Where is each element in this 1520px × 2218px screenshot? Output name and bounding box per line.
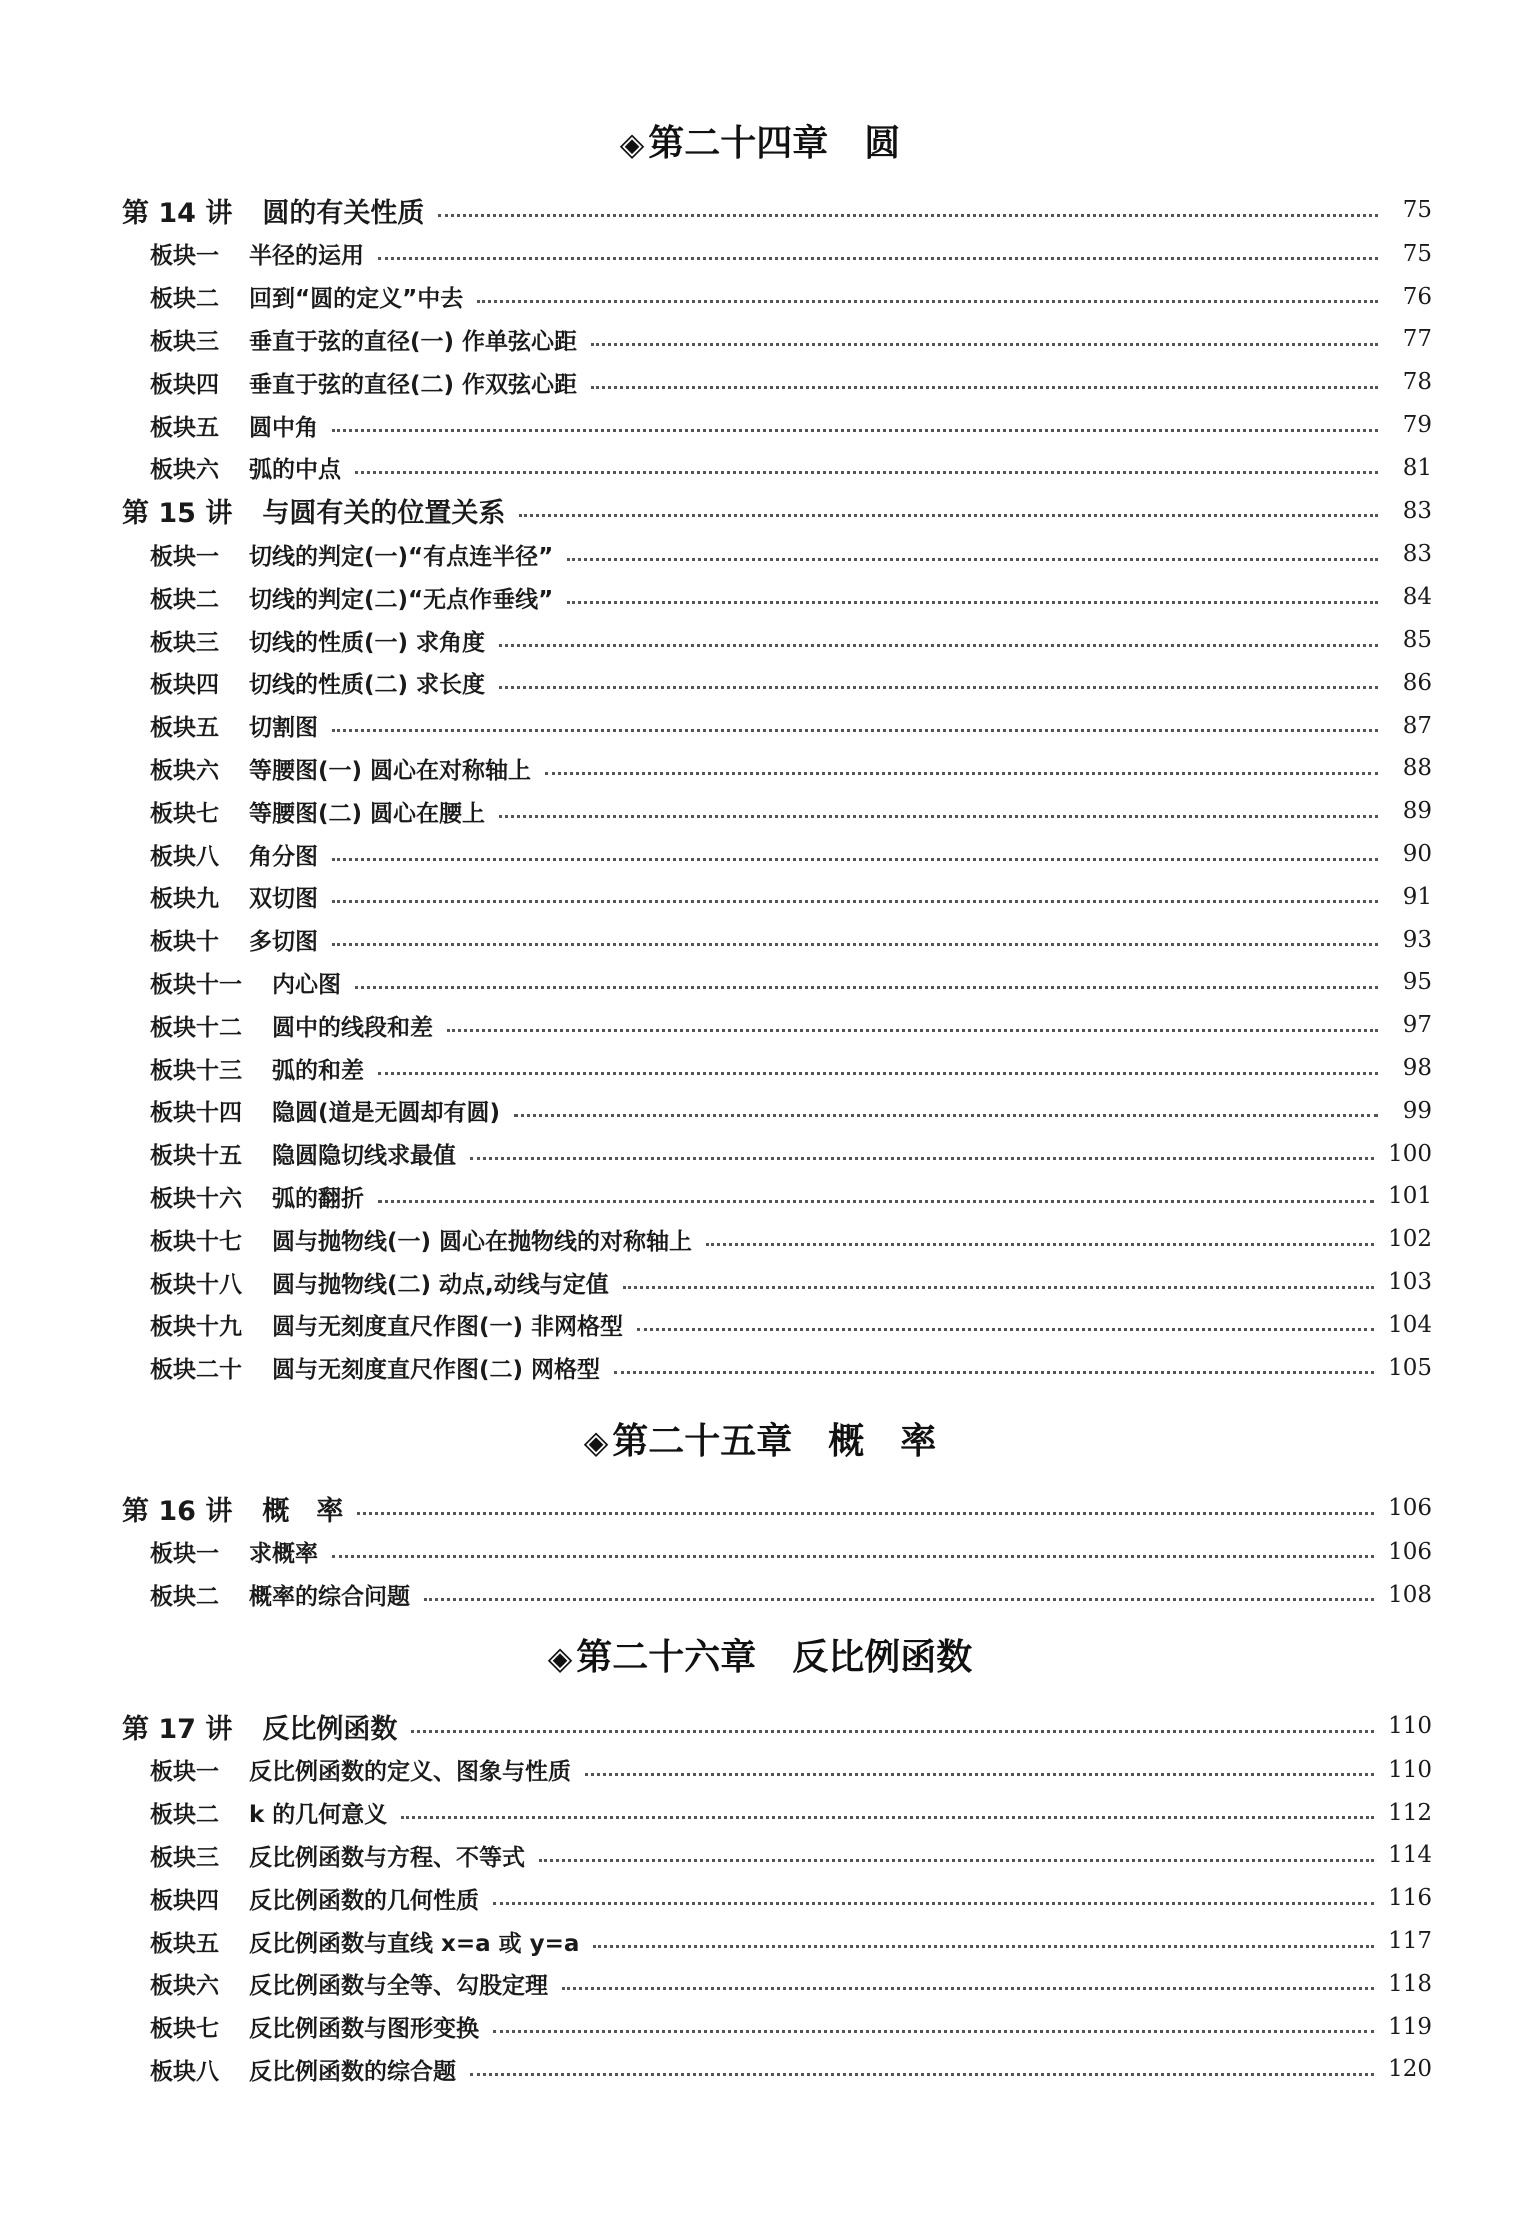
page-number: 89 [1402, 798, 1432, 825]
dot-leader [514, 1114, 1378, 1117]
page-number: 106 [1388, 1538, 1432, 1565]
toc-block-row [150, 321, 1432, 357]
dot-leader [447, 1029, 1378, 1032]
chapter-title: 第二十五章 概 率 [612, 1421, 937, 1462]
dot-leader [591, 386, 1378, 389]
page-number: 110 [1388, 1713, 1432, 1739]
dot-leader [378, 1072, 1378, 1075]
toc-lecture-row [122, 1708, 1432, 1744]
page-number: 118 [1388, 1970, 1432, 1997]
dot-leader [591, 343, 1378, 346]
block-label: 板块十三 [150, 1057, 242, 1084]
toc-lecture-row [122, 493, 1432, 529]
dot-leader [567, 601, 1378, 604]
block-label: 板块一 [150, 243, 219, 270]
diamond-ornament-icon: ◈ [619, 125, 645, 163]
lecture-label: 第 15 讲 [122, 498, 233, 530]
lecture-title: 反比例函数 [262, 1713, 398, 1745]
block-label: 板块二 [150, 1802, 219, 1829]
lecture-label: 第 16 讲 [122, 1495, 233, 1527]
page-number: 106 [1388, 1495, 1432, 1521]
block-label: 板块十五 [150, 1143, 242, 1170]
toc-block-row [150, 879, 1432, 915]
toc-block-row [150, 1136, 1432, 1172]
block-title: 概率的综合问题 [249, 1584, 410, 1611]
block-title: 圆中的线段和差 [272, 1014, 433, 1041]
toc-block-row [150, 1264, 1432, 1300]
toc-block-row [150, 1050, 1432, 1086]
block-title: 切割图 [249, 715, 318, 742]
toc-block-row [150, 708, 1432, 744]
dot-leader [614, 1371, 1374, 1374]
toc-block-row [150, 236, 1432, 272]
dot-leader [332, 429, 1378, 432]
block-title: 切线的判定(二)“无点作垂线” [249, 586, 554, 613]
page-number: 108 [1388, 1581, 1432, 1608]
page-number: 117 [1388, 1928, 1432, 1954]
toc-block-row [150, 364, 1432, 400]
block-title: 角分图 [249, 843, 318, 870]
block-label: 板块一 [150, 1541, 219, 1568]
page-number: 116 [1388, 1885, 1432, 1912]
page-number: 84 [1402, 584, 1432, 611]
toc-block-row [150, 1577, 1432, 1613]
chapter-heading [0, 124, 1520, 164]
toc-block-row [150, 964, 1432, 1000]
toc-block-row [150, 836, 1432, 872]
toc-block-row [150, 1923, 1432, 1959]
toc-block-row [150, 2051, 1432, 2087]
block-title: 反比例函数的几何性质 [249, 1887, 479, 1914]
block-title: 切线的性质(一) 求角度 [249, 629, 486, 656]
dot-leader [545, 772, 1378, 775]
block-label: 板块三 [150, 629, 219, 656]
page-number: 78 [1402, 369, 1432, 396]
dot-leader [332, 729, 1378, 732]
page-number: 85 [1402, 627, 1432, 653]
block-label: 板块十六 [150, 1185, 242, 1212]
block-label: 板块五 [150, 1930, 219, 1957]
toc-block-row [150, 536, 1432, 572]
chapter-title: 第二十四章 圆 [648, 123, 901, 164]
block-label: 板块二 [150, 586, 219, 613]
page-number: 83 [1402, 541, 1432, 568]
page-number: 86 [1402, 669, 1432, 696]
page-number: 98 [1402, 1055, 1432, 1081]
page-number: 101 [1388, 1183, 1432, 1210]
block-title: 等腰图(一) 圆心在对称轴上 [249, 757, 532, 784]
page-number: 90 [1402, 841, 1432, 867]
toc-block-row [150, 1007, 1432, 1043]
block-label: 板块二 [150, 1584, 219, 1611]
dot-leader [401, 1816, 1374, 1819]
block-label: 板块七 [150, 800, 219, 827]
toc-block-row [150, 1880, 1432, 1916]
page-number: 87 [1402, 712, 1432, 739]
dot-leader [493, 1902, 1374, 1905]
block-title: 切线的判定(一)“有点连半径” [249, 543, 554, 570]
page-number: 75 [1402, 197, 1432, 223]
block-label: 板块六 [150, 757, 219, 784]
toc-block-row [150, 279, 1432, 315]
block-label: 板块十七 [150, 1228, 242, 1255]
block-title: 等腰图(二) 圆心在腰上 [249, 800, 486, 827]
block-label: 板块十四 [150, 1100, 242, 1127]
chapter-heading [0, 1422, 1520, 1462]
block-title: 反比例函数的定义、图象与性质 [249, 1759, 571, 1786]
block-label: 板块六 [150, 1973, 219, 2000]
block-label: 板块五 [150, 414, 219, 441]
page-number: 114 [1388, 1842, 1432, 1869]
block-label: 板块四 [150, 672, 219, 699]
toc-block-row [150, 1752, 1432, 1788]
lecture-label: 第 17 讲 [122, 1713, 233, 1745]
dot-leader [499, 815, 1378, 818]
toc-block-row [150, 1795, 1432, 1831]
block-title: k 的几何意义 [249, 1802, 388, 1829]
block-label: 板块八 [150, 2058, 219, 2085]
block-title: 多切图 [249, 929, 318, 956]
page-number: 91 [1402, 883, 1432, 910]
dot-leader [593, 1945, 1374, 1948]
dot-leader [357, 1512, 1374, 1515]
block-title: 弧的和差 [272, 1057, 364, 1084]
lecture-label: 第 14 讲 [122, 197, 233, 229]
block-title: 回到“圆的定义”中去 [249, 286, 464, 313]
page-number: 77 [1402, 326, 1432, 353]
toc-lecture-row [122, 192, 1432, 228]
dot-leader [623, 1286, 1374, 1289]
page-number: 99 [1402, 1097, 1432, 1124]
block-title: 弧的中点 [249, 457, 341, 484]
dot-leader [567, 558, 1378, 561]
block-label: 板块十 [150, 929, 219, 956]
page-number: 102 [1388, 1226, 1432, 1253]
block-title: 内心图 [272, 971, 341, 998]
dot-leader [411, 1730, 1374, 1733]
block-title: 反比例函数与全等、勾股定理 [249, 1973, 548, 2000]
diamond-ornament-icon: ◈ [583, 1423, 609, 1461]
page-number: 100 [1388, 1140, 1432, 1167]
block-label: 板块九 [150, 886, 219, 913]
page-number: 93 [1402, 926, 1432, 953]
block-label: 板块六 [150, 457, 219, 484]
block-label: 板块十八 [150, 1271, 242, 1298]
block-title: 反比例函数与图形变换 [249, 2016, 479, 2043]
page-number: 81 [1402, 454, 1432, 481]
block-label: 板块一 [150, 1759, 219, 1786]
block-title: 切线的性质(二) 求长度 [249, 672, 486, 699]
page-number: 95 [1402, 969, 1432, 996]
lecture-title: 概 率 [262, 1495, 344, 1527]
page-number: 83 [1402, 497, 1432, 524]
dot-leader [332, 858, 1378, 861]
block-label: 板块一 [150, 543, 219, 570]
dot-leader [332, 1555, 1374, 1558]
block-label: 板块五 [150, 715, 219, 742]
dot-leader [499, 686, 1378, 689]
chapter-title: 第二十六章 反比例函数 [576, 1637, 973, 1678]
page-number: 97 [1402, 1012, 1432, 1039]
dot-leader [332, 943, 1378, 946]
block-title: 圆与无刻度直尺作图(二) 网格型 [272, 1357, 601, 1384]
page-number: 75 [1402, 240, 1432, 267]
toc-block-row [150, 407, 1432, 443]
dot-leader [585, 1773, 1374, 1776]
toc-block-row [150, 1178, 1432, 1214]
dot-leader [499, 644, 1378, 647]
block-label: 板块七 [150, 2016, 219, 2043]
block-title: 双切图 [249, 886, 318, 913]
toc-lecture-row [122, 1490, 1432, 1526]
block-label: 板块二十 [150, 1357, 242, 1384]
dot-leader [493, 2030, 1374, 2033]
toc-block-row [150, 922, 1432, 958]
page-number: 110 [1388, 1756, 1432, 1783]
page-number: 105 [1388, 1354, 1432, 1381]
dot-leader [477, 300, 1378, 303]
block-title: 半径的运用 [249, 243, 364, 270]
block-title: 隐圆(道是无圆却有圆) [272, 1100, 501, 1127]
page-number: 103 [1388, 1269, 1432, 1295]
block-label: 板块十二 [150, 1014, 242, 1041]
dot-leader [706, 1243, 1374, 1246]
dot-leader [637, 1328, 1374, 1331]
dot-leader [355, 986, 1378, 989]
block-label: 板块三 [150, 1844, 219, 1871]
dot-leader [470, 1157, 1374, 1160]
block-title: 圆与无刻度直尺作图(一) 非网格型 [272, 1314, 624, 1341]
block-label: 板块四 [150, 371, 219, 398]
dot-leader [424, 1598, 1374, 1601]
dot-leader [355, 471, 1378, 474]
block-title: 垂直于弦的直径(二) 作双弦心距 [249, 371, 578, 398]
toc-block-row [150, 579, 1432, 615]
toc-block-row [150, 2009, 1432, 2045]
page-number: 120 [1388, 2056, 1432, 2083]
toc-block-row [150, 1534, 1432, 1570]
dot-leader [332, 900, 1378, 903]
block-title: 求概率 [249, 1541, 318, 1568]
block-title: 反比例函数的综合题 [249, 2058, 456, 2085]
dot-leader [519, 514, 1378, 517]
block-label: 板块二 [150, 286, 219, 313]
toc-block-row [150, 1221, 1432, 1257]
page-number: 104 [1388, 1311, 1432, 1338]
block-title: 垂直于弦的直径(一) 作单弦心距 [249, 328, 578, 355]
block-label: 板块十九 [150, 1314, 242, 1341]
toc-block-row [150, 1966, 1432, 2002]
dot-leader [378, 1200, 1374, 1203]
lecture-title: 圆的有关性质 [262, 197, 425, 229]
toc-block-row [150, 1837, 1432, 1873]
block-title: 圆与抛物线(一) 圆心在抛物线的对称轴上 [272, 1228, 693, 1255]
dot-leader [539, 1859, 1374, 1862]
toc-block-row [150, 1093, 1432, 1129]
dot-leader [438, 214, 1378, 217]
page-number: 79 [1402, 412, 1432, 438]
dot-leader [562, 1987, 1374, 1990]
block-title: 圆中角 [249, 414, 318, 441]
block-title: 反比例函数与直线 x=a 或 y=a [249, 1930, 580, 1957]
block-label: 板块十一 [150, 971, 242, 998]
toc-block-row [150, 1350, 1432, 1386]
diamond-ornament-icon: ◈ [547, 1639, 573, 1677]
dot-leader [470, 2073, 1374, 2076]
block-label: 板块八 [150, 843, 219, 870]
block-title: 圆与抛物线(二) 动点,动线与定值 [272, 1271, 609, 1298]
chapter-heading [0, 1638, 1520, 1678]
page-number: 88 [1402, 755, 1432, 782]
toc-block-row [150, 450, 1432, 486]
toc-block-row [150, 622, 1432, 658]
page-number: 112 [1388, 1799, 1432, 1826]
block-title: 隐圆隐切线求最值 [272, 1143, 456, 1170]
block-label: 板块三 [150, 328, 219, 355]
toc-block-row [150, 793, 1432, 829]
toc-block-row [150, 665, 1432, 701]
page-number: 76 [1402, 283, 1432, 310]
toc-block-row [150, 750, 1432, 786]
page-number: 119 [1388, 2013, 1432, 2040]
toc-block-row [150, 1307, 1432, 1343]
block-title: 弧的翻折 [272, 1185, 364, 1212]
block-title: 反比例函数与方程、不等式 [249, 1844, 525, 1871]
dot-leader [378, 257, 1378, 260]
block-label: 板块四 [150, 1887, 219, 1914]
lecture-title: 与圆有关的位置关系 [262, 498, 506, 530]
